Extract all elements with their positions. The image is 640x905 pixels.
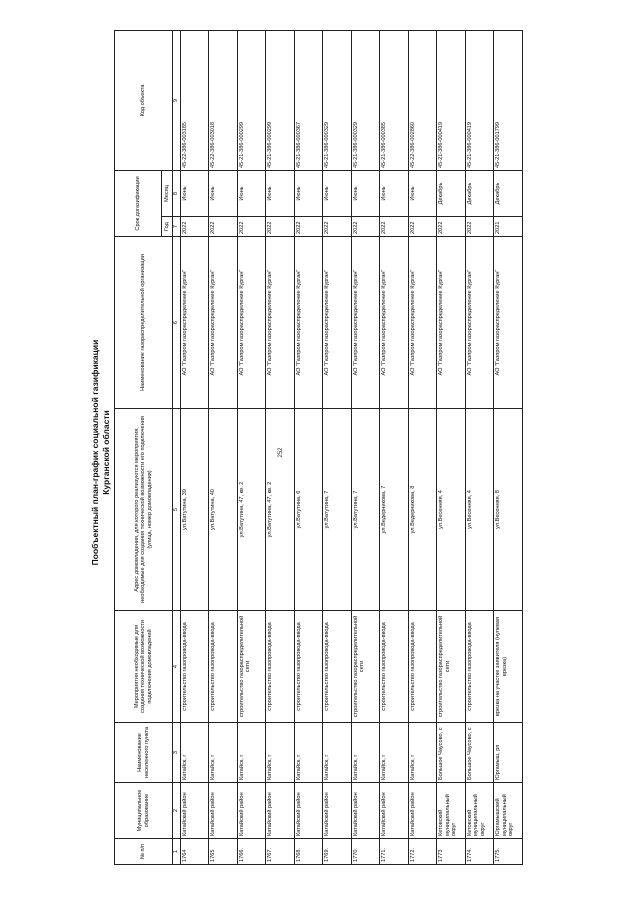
table-row [351, 31, 380, 865]
cell-measures: строительство газораспределительной сети [237, 611, 266, 723]
cell-address: ул.Ватутина, 6 [294, 409, 323, 611]
cell-month: Июнь [323, 171, 352, 217]
header-term: Срок догазификации [115, 171, 162, 237]
column-number-row [173, 31, 181, 865]
table-row [323, 31, 352, 865]
table-row [408, 31, 437, 865]
header-year: Год [162, 217, 173, 237]
cell-measures: строительство газопровода-ввода [266, 611, 295, 723]
cell-code: 45-21-386-000419 [437, 31, 466, 171]
cell-measures: строительство газораспределительной сети [437, 611, 466, 723]
cell-address: ул.Ватутина, 7 [351, 409, 380, 611]
cell-org: АО "Газпром газораспределение Курган" [209, 237, 238, 409]
cell-code: 45-21-386-000367 [294, 31, 323, 171]
cell-code: 45-22-386-003185 [180, 31, 209, 171]
cell-year: 2022 [323, 217, 352, 237]
table-row [209, 31, 238, 865]
cell-year: 2022 [237, 217, 266, 237]
cell-address: ул.Ватутина, 47, кв. 2 [266, 409, 295, 611]
cell-municipality: Катайский район [266, 783, 295, 839]
cell-year: 2022 [209, 217, 238, 237]
cell-measures: строительство газопровода-ввода [323, 611, 352, 723]
cell-address: ул.Ведерникова, 7 [380, 409, 409, 611]
cell-org: АО "Газпром газораспределение Курган" [237, 237, 266, 409]
cell-org: АО "Газпром газораспределение Курган" [180, 237, 209, 409]
cell-measures: строительство газораспределительной сети [351, 611, 380, 723]
cell-month: Декабрь [437, 171, 466, 217]
cell-org: АО "Газпром газораспределение Курган" [465, 237, 494, 409]
cell-address: ул.Весенняя, 4 [437, 409, 466, 611]
cell-municipality: Катайский район [294, 783, 323, 839]
cell-year: 2022 [437, 217, 466, 237]
cell-month: Июнь [294, 171, 323, 217]
cell-row-number: 1765 [209, 839, 238, 865]
cell-municipality: Кетовский муниципальный округ [437, 783, 466, 839]
cell-measures: строительство газопровода-ввода [408, 611, 437, 723]
header-measures: Мероприятия необходимые для создания технической возможности подключения домовладений [115, 611, 173, 723]
cell-municipality: Кетовский муниципальный округ [465, 783, 494, 839]
column-number: 3 [173, 723, 181, 783]
cell-row-number: 1771. [380, 839, 409, 865]
cell-org: АО "Газпром газораспределение Курган" [437, 237, 466, 409]
cell-month: Декабрь [494, 171, 523, 217]
gasification-schedule-table [114, 30, 523, 865]
column-number: 8 [173, 171, 181, 217]
cell-settlement: Катайск, г [408, 723, 437, 783]
cell-month: Июнь [237, 171, 266, 217]
cell-row-number: 1775. [494, 839, 523, 865]
cell-settlement: Катайск, г [266, 723, 295, 783]
cell-municipality: Катайский район [323, 783, 352, 839]
cell-address: ул.Весенняя, 4 [465, 409, 494, 611]
cell-settlement: Катайск, г [351, 723, 380, 783]
cell-code: 45-21-386-000385 [380, 31, 409, 171]
cell-org: АО "Газпром газораспределение Курган" [408, 237, 437, 409]
cell-settlement: Катайск, г [323, 723, 352, 783]
cell-year: 2022 [465, 217, 494, 237]
header-code: Код объекта [115, 31, 173, 171]
column-number: 7 [173, 217, 181, 237]
column-number: 4 [173, 611, 181, 723]
cell-code: 45-21-386-000299 [237, 31, 266, 171]
cell-row-number: 1774. [465, 839, 494, 865]
cell-row-number: 1766. [237, 839, 266, 865]
table-row [465, 31, 494, 865]
column-number: 6 [173, 237, 181, 409]
cell-measures: строительство газопровода-ввода [209, 611, 238, 723]
cell-municipality: Катайский район [408, 783, 437, 839]
cell-address: ул.Ватутина, 7 [323, 409, 352, 611]
cell-settlement: Юргамыш, рп [494, 723, 523, 783]
cell-settlement: Катайск, г [180, 723, 209, 783]
cell-municipality: Катайский район [180, 783, 209, 839]
cell-settlement: Большое Чаусово, с [437, 723, 466, 783]
cell-municipality: Катайский район [237, 783, 266, 839]
cell-code: 45-21-386-000299 [266, 31, 295, 171]
cell-measures: строительство газопровода-ввода [380, 611, 409, 723]
cell-address: ул.Ватутина, 40 [209, 409, 238, 611]
cell-municipality: Катайский район [380, 783, 409, 839]
cell-code: 45-21-386-001799 [494, 31, 523, 171]
cell-month: Июнь [351, 171, 380, 217]
cell-year: 2022 [266, 217, 295, 237]
table-row [380, 31, 409, 865]
cell-settlement: Большое Чаусово, с [465, 723, 494, 783]
header-municipality: Муниципальное образование [115, 783, 173, 839]
page-number: 252 [278, 447, 284, 458]
cell-municipality: Юргамышский муниципальный округ [494, 783, 523, 839]
cell-row-number: 1770. [351, 839, 380, 865]
cell-org: АО "Газпром газораспределение Курган" [294, 237, 323, 409]
cell-measures: строительство газопровода-ввода [465, 611, 494, 723]
cell-address: ул.Ватутина, 47, кв. 2 [237, 409, 266, 611]
cell-month: Июнь [408, 171, 437, 217]
cell-year: 2022 [408, 217, 437, 237]
header-settlement: Наименование населенного пункта [115, 723, 173, 783]
cell-address: ул.Весенняя, 8 [494, 409, 523, 611]
cell-year: 2022 [294, 217, 323, 237]
cell-month: Июнь [380, 171, 409, 217]
cell-year: 2022 [351, 217, 380, 237]
cell-measures: врезка на участке заявителя (нулевая врезка) [494, 611, 523, 723]
cell-code: 45-21-386-000419 [465, 31, 494, 171]
cell-code: 45-22-386-002860 [408, 31, 437, 171]
cell-settlement: Катайск, г [294, 723, 323, 783]
cell-row-number: 1772. [408, 839, 437, 865]
column-number: 5 [173, 409, 181, 611]
cell-row-number: 1768. [294, 839, 323, 865]
header-address: Адрес домовладения, для которого реализуются мероприятия, необходимые для создания технической возможности его подключения (улица, номер домовладения) [115, 409, 173, 611]
cell-org: АО "Газпром газораспределение Курган" [380, 237, 409, 409]
cell-row-number: 1769. [323, 839, 352, 865]
table-row [294, 31, 323, 865]
cell-settlement: Катайск, г [209, 723, 238, 783]
cell-month: Июнь [180, 171, 209, 217]
page-subtitle: Курганской области [101, 410, 111, 495]
cell-address: ул.Ватутина, 39 [180, 409, 209, 611]
table-row [437, 31, 466, 865]
column-number: 1 [173, 839, 181, 865]
header-org: Наименование газораспределительной организации [115, 237, 173, 409]
table-row [494, 31, 523, 865]
cell-row-number: 1773 [437, 839, 466, 865]
header-month: Месяц [162, 171, 173, 217]
cell-measures: строительство газопровода-ввода [180, 611, 209, 723]
cell-month: Июнь [209, 171, 238, 217]
table-row [237, 31, 266, 865]
cell-code: 45-21-386-000329 [351, 31, 380, 171]
cell-code: 45-21-386-000329 [323, 31, 352, 171]
cell-row-number: 1767. [266, 839, 295, 865]
cell-settlement: Катайск, г [237, 723, 266, 783]
cell-year: 2022 [180, 217, 209, 237]
cell-row-number: 1764 [180, 839, 209, 865]
cell-year: 2021 [494, 217, 523, 237]
table-row [266, 31, 295, 865]
header-num: № п/п [115, 839, 173, 865]
column-number: 2 [173, 783, 181, 839]
table-row [180, 31, 209, 865]
cell-settlement: Катайск, г [380, 723, 409, 783]
cell-org: АО "Газпром газораспределение Курган" [494, 237, 523, 409]
column-number: 9 [173, 31, 181, 171]
cell-org: АО "Газпром газораспределение Курган" [351, 237, 380, 409]
cell-org: АО "Газпром газораспределение Курган" [323, 237, 352, 409]
page-title: Пообъектный план-график социальной газификации [90, 339, 100, 566]
cell-measures: строительство газопровода-ввода [294, 611, 323, 723]
cell-municipality: Катайский район [209, 783, 238, 839]
cell-year: 2022 [380, 217, 409, 237]
cell-month: Декабрь [465, 171, 494, 217]
cell-municipality: Катайский район [351, 783, 380, 839]
cell-code: 45-22-386-003018 [209, 31, 238, 171]
cell-org: АО "Газпром газораспределение Курган" [266, 237, 295, 409]
cell-month: Июнь [266, 171, 295, 217]
cell-address: ул.Ведерникова, 8 [408, 409, 437, 611]
table-body [180, 31, 522, 865]
